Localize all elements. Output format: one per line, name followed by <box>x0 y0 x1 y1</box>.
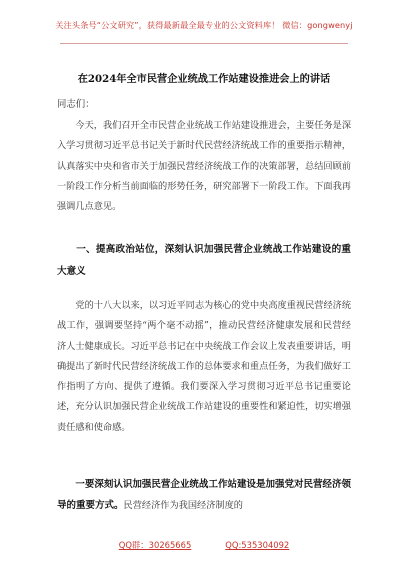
salutation: 同志们： <box>57 99 95 110</box>
footer-contacts <box>0 539 408 551</box>
paragraph-1: 今天，我们召开全市民营企业统战工作站建设推进会，主要任务是深入学习贯彻习近平总书记关于新时代民营经济统战工作的重要指示精神，认真落实中央和省市关于加强民营经济统战工作的决策部署，总结回顾前一阶段工作分析当前面临的形势任务，研究部署下一阶段工作。下面我再强调几点意见。 <box>57 120 352 213</box>
document-title: 在2024年全市民营企业统战工作站建设推进会上的讲话 <box>77 73 331 85</box>
qq-contact-link[interactable]: QQ:535304092 <box>225 540 290 550</box>
paragraph-3 <box>57 474 351 516</box>
qq-group-link[interactable]: QQ群：30265665 <box>118 540 192 550</box>
paragraph-3-text: 民营经济作为我国经济制度的 <box>123 500 243 511</box>
section-heading-1: 一、提高政治站位，深刻认识加强民营企业统战工作站建设的重大意义 <box>57 244 351 277</box>
promo-banner: 关注头条号“公文研究”，获得最新最全最专业的公文资料库！ 微信：gongwenyj <box>55 20 353 30</box>
paragraph-3-lead: 一要深刻认识加强民营企业统战工作站建设是加强党对民营经济领导的重要方式。 <box>57 479 351 511</box>
paragraph-2: 党的十八大以来，以习近平同志为核心的党中央高度重视民营经济统战工作，强调要坚持“两个毫不动摇”，推动民营经济健康发展和民营经济人士健康成长。习近平总书记在中央统战工作会议上发表重要讲话，明确提出了新时代民营经济统战工作的总体要求和重点任务，为我们做好工作指明了方向、提供了遵循。我们要深入学习贯彻习近平总书记重要论述，充分认识加强民营企业统战工作站建设的重要性和紧迫性，切实增强责任感和使命感。 <box>57 300 352 433</box>
header-divider <box>60 43 348 44</box>
